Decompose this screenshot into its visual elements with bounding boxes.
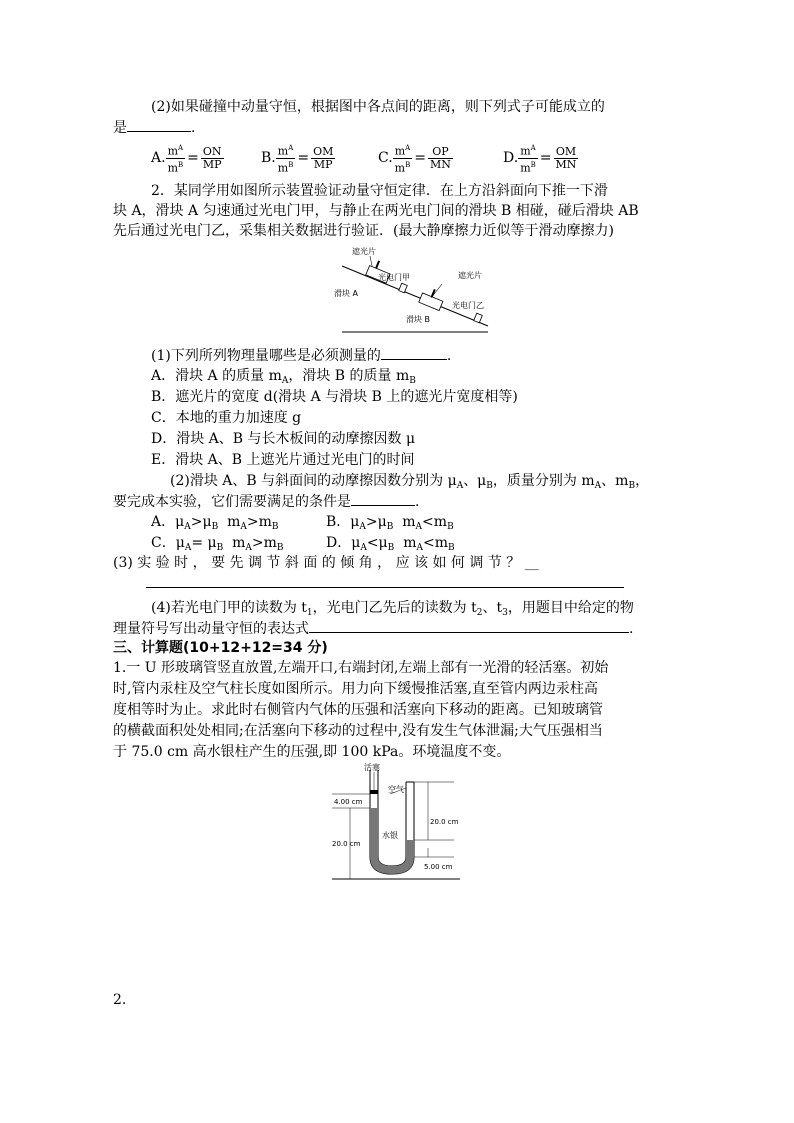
option-a[interactable]: A. $\frac{m^A}{m^B}$ = $\frac{ON}{MP}$ <box>151 144 222 175</box>
piston-label: 活塞 <box>364 763 380 772</box>
s3-q1-line2: 时,管内汞柱及空气柱长度如图所示。用力向下缓慢推活塞,直至管内两边汞柱高 <box>113 681 598 697</box>
mercury-label: 水银 <box>382 831 398 840</box>
incline-figure <box>330 244 500 336</box>
gate-2-label: 光电门乙 <box>452 301 484 310</box>
q2-p2-opt-b: B．$\mu_A>\mu_B$ $m_A<m_B$ <box>326 514 454 532</box>
option-c[interactable]: C. $\frac{m^A}{m^B}$ = $\frac{OP}{MN}$ <box>378 144 451 175</box>
q2-p4-line2: 理量符号写出动量守恒的表达式 . <box>113 618 633 639</box>
option-b[interactable]: B. $\frac{m^A}{m^B}$ = $\frac{OM}{MP}$ <box>261 144 334 175</box>
block-b-label: 滑块 B <box>406 315 431 324</box>
s3-q1-line1: 1.一 U 形玻璃管竖直放置,左端开口,右端封闭,左端上部有一光滑的轻活塞。初始 <box>113 660 609 676</box>
dim-4cm: 4.00 cm <box>334 798 363 806</box>
s3-q1-line5: 于 75.0 cm 高水银柱产生的压强,即 100 kPa。环境温度不变。 <box>113 744 511 760</box>
answer-blank[interactable] <box>381 345 447 360</box>
air-label: 空气 <box>388 785 404 794</box>
q2-p1-opt-c: C．本地的重力加速度 g <box>151 410 302 426</box>
answer-blank[interactable] <box>146 587 624 588</box>
q2-p2-opt-a: A．$\mu_A>\mu_B$ $m_A>m_B$ <box>151 514 279 532</box>
answer-blank[interactable] <box>127 117 191 132</box>
s3-q1-line4: 的横截面积处处相同;在活塞向下移动的过程中,没有发生气体泄漏;大气压强相当 <box>113 723 603 739</box>
q2-p1-opt-d: D．滑块 A、B 与长木板间的动摩擦因数 μ <box>151 431 416 447</box>
q1-2-line2: 是 . <box>113 117 195 138</box>
q2-intro-1: 2．某同学用如图所示装置验证动量守恒定律．在上方沿斜面向下推一下滑 <box>151 183 608 199</box>
q2-p2-opt-c: C．$\mu_A= \mu_B$ $m_A>m_B$ <box>151 535 284 553</box>
q2-p3: (3) 实 验 时 ， 要 先 调 节 斜 面 的 倾 角 ， 应 该 如 何 调 节 ？ __ <box>113 555 539 571</box>
shade-label-1: 遮光片 <box>352 247 376 256</box>
dim-5cm: 5.00 cm <box>424 863 453 871</box>
option-d[interactable]: D. $\frac{m^A}{m^B}$ = $\frac{OM}{MN}$ <box>503 144 577 175</box>
q2-intro-2: 块 A，滑块 A 匀速通过光电门甲，与静止在两光电门间的滑块 B 相碰，碰后滑块 AB <box>113 203 639 219</box>
s3-q1-line3: 度相等时为止。求此时右侧管内气体的压强和活塞向下移动的距离。已知玻璃管 <box>113 702 603 718</box>
dim-20cm-right: 20.0 cm <box>430 818 459 826</box>
s3-q2-label: 2. <box>113 992 127 1008</box>
q2-p1-opt-e: E．滑块 A、B 上遮光片通过光电门的时间 <box>151 452 415 468</box>
dim-20cm-left: 20.0 cm <box>332 840 361 848</box>
q2-p1: (1)下列所列物理量哪些是必须测量的 . <box>151 345 451 366</box>
gate-1-label: 光电门甲 <box>378 273 410 282</box>
u-tube-figure <box>330 762 470 882</box>
block-a-label: 滑块 A <box>334 289 359 298</box>
q2-p2-line2: 要完成本实验，它们需要满足的条件是 . <box>113 491 419 512</box>
answer-blank[interactable] <box>309 618 629 633</box>
q2-intro-3: 先后通过光电门乙，采集相关数据进行验证．(最大静摩擦力近似等于滑动摩擦力) <box>113 223 614 239</box>
q2-p1-opt-a: A．滑块 A 的质量 $m_A$，滑块 B 的质量 $m_B$ <box>151 368 416 386</box>
q2-p2-line1: (2)滑块 A、B 与斜面间的动摩擦因数分别为 $\mu_A$、$\mu_B$，质量分别为 $m_A$、$m_B$， <box>170 473 650 491</box>
q2-p1-opt-b: B．遮光片的宽度 d(滑块 A 与滑块 B 上的遮光片宽度相等) <box>151 389 518 405</box>
answer-blank[interactable] <box>351 491 415 506</box>
q2-p4-line1: (4)若光电门甲的读数为 $t_1$，光电门乙先后的读数为 $t_2$、$t_3$，用题目中给定的物 <box>151 600 634 618</box>
q1-2-line1: (2)如果碰撞中动量守恒，根据图中各点间的距离，则下列式子可能成立的 <box>151 99 605 115</box>
shade-label-2: 遮光片 <box>458 271 482 280</box>
q2-p2-opt-d: D．$\mu_A<\mu_B$ $m_A<m_B$ <box>326 535 455 553</box>
section-3-title: 三、计算题(10+12+12=34 分) <box>113 640 328 656</box>
